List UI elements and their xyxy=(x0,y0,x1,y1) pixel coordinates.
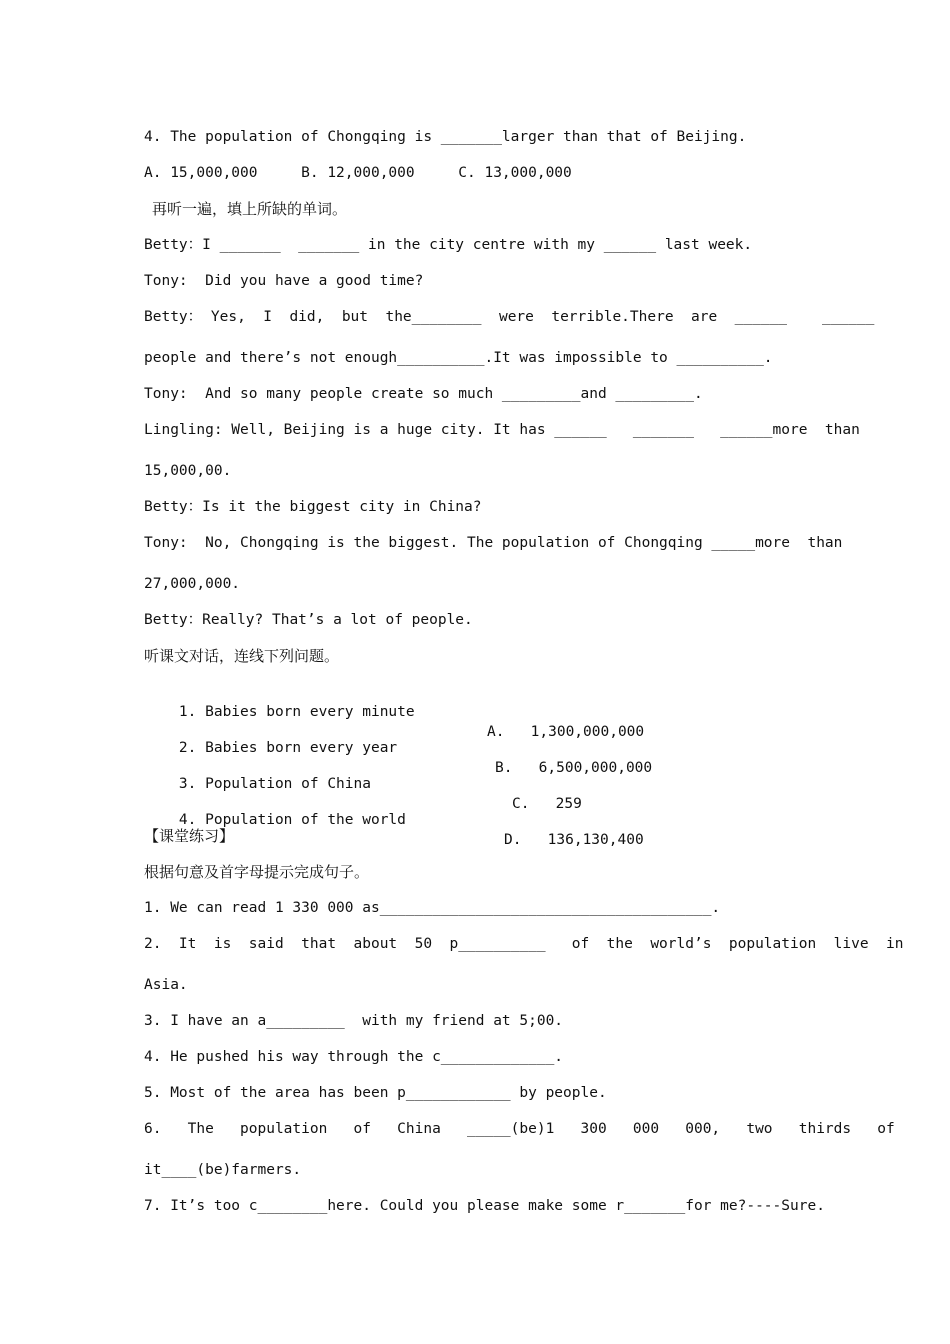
matching-question: 4. Population of the world xyxy=(178,812,406,828)
practice-line: 4. He pushed his way through the c_____________. xyxy=(144,1049,564,1065)
practice-line: 5. Most of the area has been p____________ by people. xyxy=(144,1085,607,1101)
dialogue-line: 15,000,00. xyxy=(144,463,232,479)
dialogue-line: Tony: Did you have a good time? xyxy=(144,273,424,289)
dialogue-line: Betty：Is it the biggest city in China? xyxy=(144,499,482,515)
dialogue-line: Tony: And so many people create so much _________and _________. xyxy=(144,386,703,402)
dialogue-line: 27,000,000. xyxy=(144,576,241,592)
matching-instruction: 听课文对话，连线下列问题。 xyxy=(144,647,340,665)
matching-answer: D. 136,130,400 xyxy=(504,832,644,848)
dialogue-line: Betty：I _______ _______ in the city centre with my ______ last week. xyxy=(144,237,753,253)
dialogue-line: Lingling: Well, Beijing is a huge city. It has ______ _______ ______more than xyxy=(144,422,860,438)
dialogue-line: Betty：Really? That’s a lot of people. xyxy=(144,612,473,628)
matching-answer: C. 259 xyxy=(512,796,582,812)
practice-line: 7. It’s too c________here. Could you please make some r_______for me?----Sure. xyxy=(144,1198,825,1214)
question-4-stem: 4. The population of Chongqing is _______larger than that of Beijing. xyxy=(144,129,747,145)
practice-line: it____(be)farmers. xyxy=(144,1162,302,1178)
dictation-instruction: 再听一遍，填上所缺的单词。 xyxy=(152,200,348,218)
dialogue-line: people and there’s not enough__________.It was impossible to __________. xyxy=(144,350,773,366)
matching-question: 3. Population of China xyxy=(178,776,371,792)
practice-line: 2. It is said that about 50 p__________ of the world’s population live in xyxy=(144,936,904,952)
practice-line: 6. The population of China _____(be)1 300 000 000, two thirds of xyxy=(144,1121,895,1137)
practice-line: Asia. xyxy=(144,977,188,993)
practice-instruction: 根据句意及首字母提示完成句子。 xyxy=(144,863,370,881)
practice-line: 1. We can read 1 330 000 as______________________________________. xyxy=(144,900,721,916)
question-4-options: A. 15,000,000 B. 12,000,000 C. 13,000,000 xyxy=(144,165,572,181)
matching-question: 1. Babies born every minute xyxy=(178,704,415,720)
matching-question: 2. Babies born every year xyxy=(178,740,398,756)
dialogue-line: Tony: No, Chongqing is the biggest. The population of Chongqing _____more than xyxy=(144,535,843,551)
dialogue-line: Betty： Yes, I did, but the________ were terrible.There are ______ ______ xyxy=(144,309,875,325)
matching-answer: A. 1,300,000,000 xyxy=(487,724,645,740)
practice-line: 3. I have an a_________ with my friend at 5;00. xyxy=(144,1013,564,1029)
matching-answer: B. 6,500,000,000 xyxy=(495,760,653,776)
practice-heading: 【课堂练习】 xyxy=(144,827,235,845)
